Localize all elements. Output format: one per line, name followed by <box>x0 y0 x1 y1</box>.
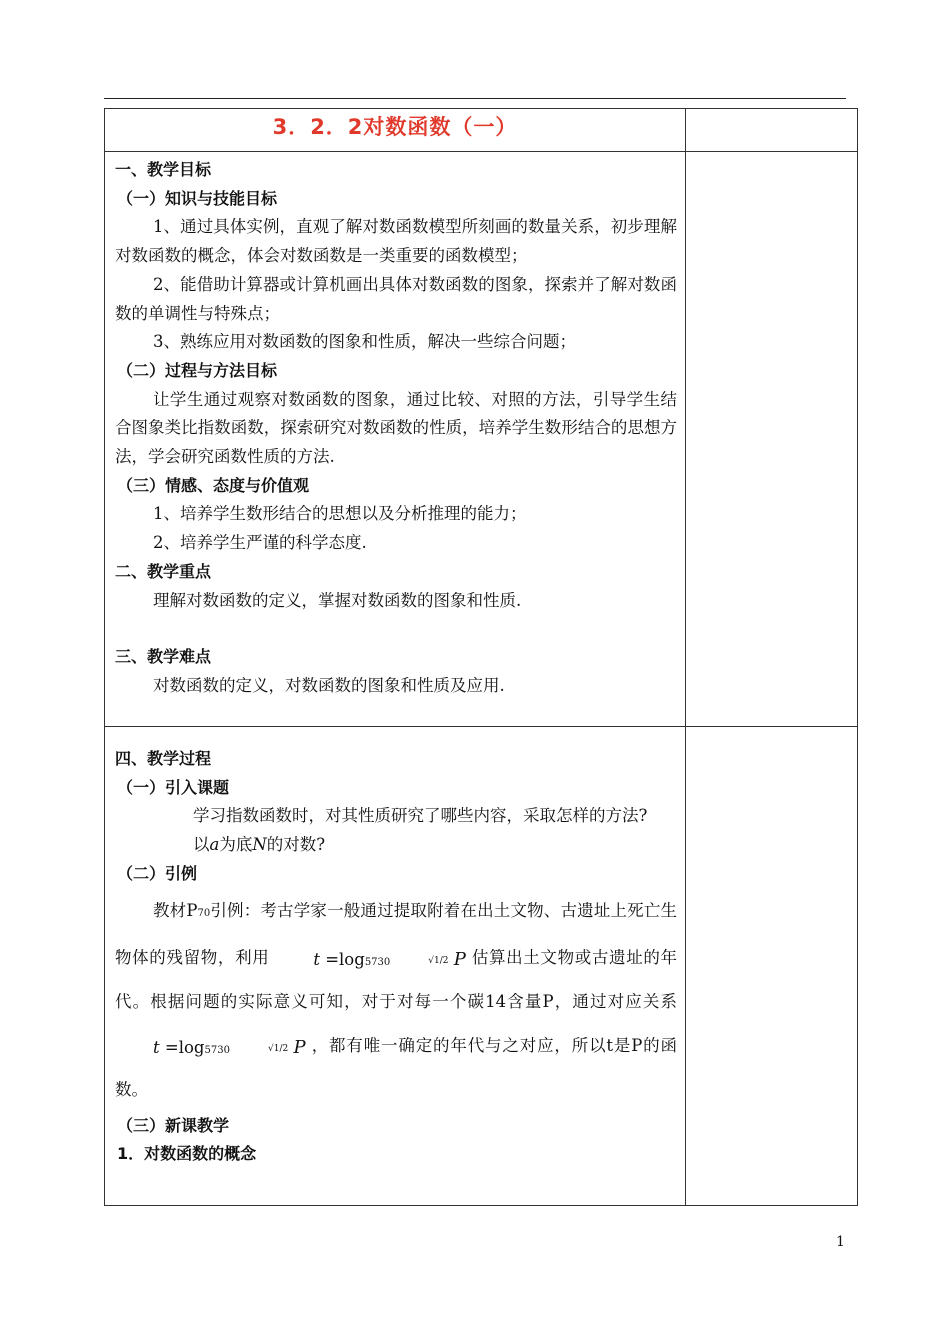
objective-item: 2、培养学生严谨的科学态度. <box>153 533 367 553</box>
sub-heading: （二）过程与方法目标 <box>117 360 278 380</box>
lesson-table <box>104 108 858 1206</box>
section-heading: 三、教学难点 <box>115 647 212 667</box>
objective-paragraph: 让学生通过观察对数函数的图象，通过比较、对照的方法，引导学生结合图象类比指数函数，探索研究对数函数的性质，培养学生数形结合的思想方法，学会研究函数性质的方法. <box>115 389 677 467</box>
process-cell <box>105 727 686 1206</box>
intro-question: 学习指数函数时，对其性质研究了哪些内容，采取怎样的方法? <box>193 806 648 826</box>
sub-heading: （三）情感、态度与价值观 <box>117 475 310 495</box>
page-title: 3．2．2对数函数（一） <box>272 115 518 139</box>
log-formula: t =log5730 √1/2 P <box>313 949 466 971</box>
sub-heading: （一）引入课题 <box>117 777 230 797</box>
objective-item: 2、能借助计算器或计算机画出具体对数函数的图象，探索并了解对数函数的单调性与特殊点； <box>115 274 677 323</box>
objective-item: 3、熟练应用对数函数的图象和性质，解决一些综合问题； <box>153 332 576 352</box>
difficulty-text: 对数函数的定义，对数函数的图象和性质及应用. <box>153 675 505 695</box>
log-formula: t =log5730 √1/2 P <box>153 1037 306 1059</box>
section-heading: 四、教学过程 <box>115 749 212 768</box>
example-paragraph: 教材P70引例：考古学家一般通过提取附着在出土文物、古遗址上死亡生物体的残留物，利用 t =log5730 √1/2 P 估算出土文物或古遗址的年代。根据问题的实际意义可知，对于对每一个碳14含量P，通过对应关系 t =log5730 √1/2 P ，都有唯一确定的年代与之对应，所以t是P的函数。 <box>115 900 678 1099</box>
sub-heading: 1．对数函数的概念 <box>117 1144 257 1164</box>
sub-heading: （一）知识与技能目标 <box>117 188 278 208</box>
sub-heading: （三）新课教学 <box>117 1115 230 1135</box>
intro-question-2: 以a为底N的对数? <box>193 835 326 855</box>
objective-item: 1、通过具体实例，直观了解对数函数模型所刻画的数量关系，初步理解对数函数的概念，体会对数函数是一类重要的函数模型； <box>115 217 677 266</box>
sub-heading: （二）引例 <box>117 863 198 883</box>
key-point-text: 理解对数函数的定义，掌握对数函数的图象和性质. <box>153 590 522 610</box>
header-rule <box>104 98 846 99</box>
title-cell <box>105 109 686 152</box>
side-cell <box>686 109 858 152</box>
section-heading: 二、教学重点 <box>115 561 212 581</box>
objective-item: 1、培养学生数形结合的思想以及分析推理的能力； <box>153 504 527 524</box>
page-number: 1 <box>836 1234 845 1250</box>
objectives-cell <box>105 152 686 727</box>
side-cell <box>686 727 858 1206</box>
side-cell <box>686 152 858 727</box>
section-heading: 一、教学目标 <box>115 160 212 179</box>
